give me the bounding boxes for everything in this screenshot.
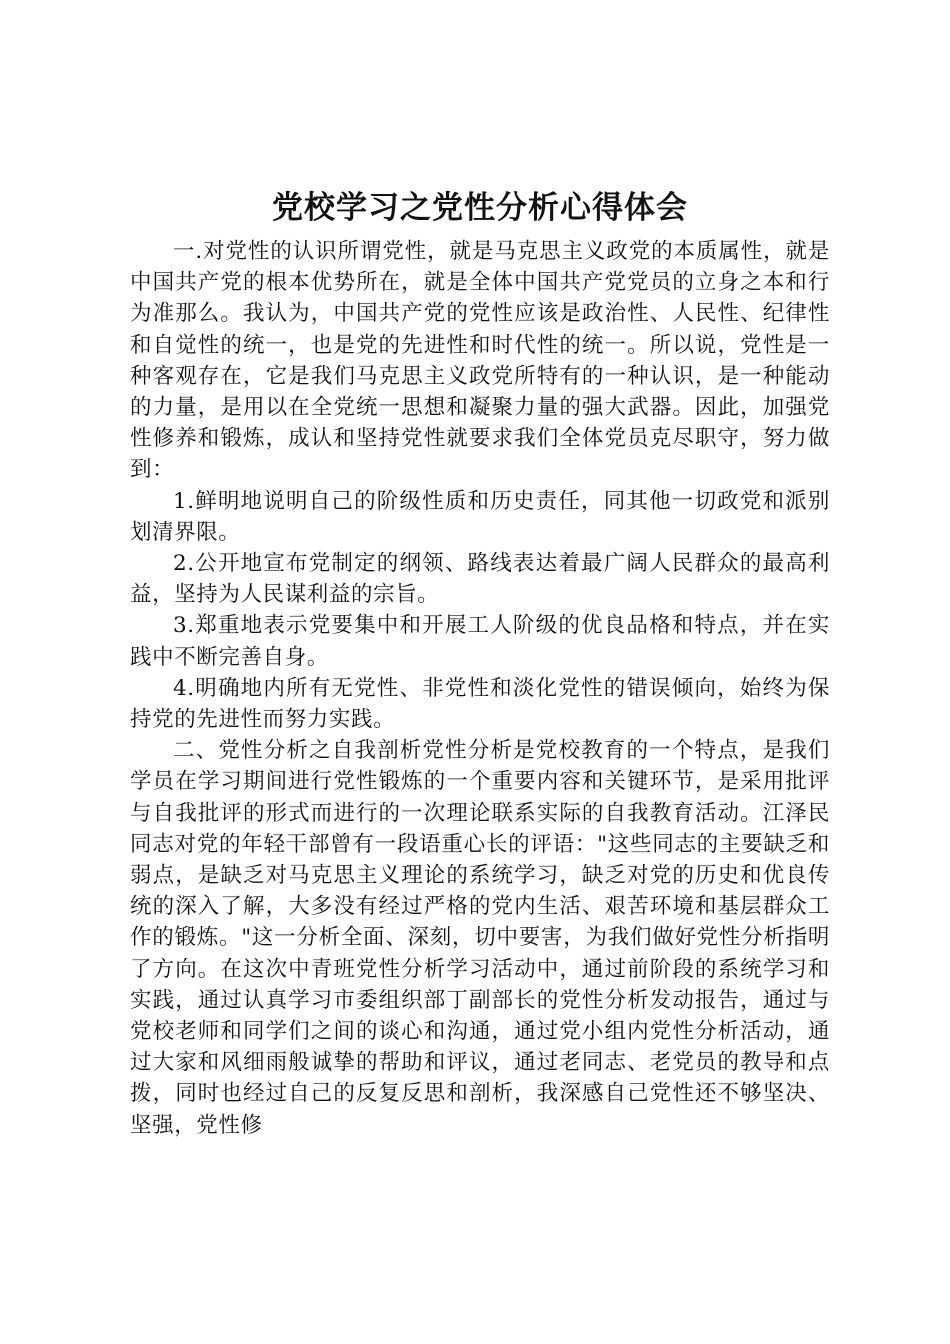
paragraph-party-spirit-understanding: 一.对党性的认识所谓党性，就是马克思主义政党的本质属性，就是中国共产党的根本优势所在，就是全体中国共产党党员的立身之本和行为准那么。我认为，中国共产党的党性应该是政治性、人民性、纪律性和自觉性的统一，也是党的先进性和时代性的统一。所以说，党性是一种客观存在，它是我们马克思主义政党所特有的一种认识，是一种能动的力量，是用以在全党统一思想和凝聚力量的强大武器。因此，加强党性修养和锻炼，成认和坚持党性就要求我们全体党员克尽职守，努力做到： [130, 239, 830, 483]
paragraph-point-3: 3.郑重地表示党要集中和开展工人阶级的优良品格和特点，并在实践中不断完善自身。 [130, 613, 830, 670]
paragraph-point-2: 2.公开地宣布党制定的纲领、路线表达着最广阔人民群众的最高利益，坚持为人民谋利益的宗旨。 [130, 551, 830, 608]
paragraph-point-1: 1.鲜明地说明自己的阶级性质和历史责任，同其他一切政党和派别划清界限。 [130, 488, 830, 545]
document-page [130, 186, 830, 1141]
paragraph-self-analysis: 二、党性分析之自我剖析党性分析是党校教育的一个特点，是我们学员在学习期间进行党性锻炼的一个重要内容和关键环节，是采用批评与自我批评的形式而进行的一次理论联系实际的自我教育活动。江泽民同志对党的年轻干部曾有一段语重心长的评语："这些同志的主要缺乏和弱点，是缺乏对马克思主义理论的系统学习，缺乏对党的历史和优良传统的深入了解，大多没有经过严格的党内生活、艰苦环境和基层群众工作的锻炼。"这一分析全面、深刻，切中要害，为我们做好党性分析指明了方向。在这次中青班党性分析学习活动中，通过前阶段的系统学习和实践，通过认真学习市委组织部丁副部长的党性分析发动报告，通过与党校老师和同学们之间的谈心和沟通，通过党小组内党性分析活动，通过大家和风细雨般诚挚的帮助和评议，通过老同志、老党员的教导和点拨，同时也经过自己的反复反思和剖析，我深感自己党性还不够坚决、坚强，党性修 [130, 738, 830, 1138]
paragraph-point-4: 4.明确地内所有无党性、非党性和淡化党性的错误倾向，始终为保持党的先进性而努力实践。 [130, 675, 830, 733]
document-title: 党校学习之党性分析心得体会 [272, 190, 688, 226]
